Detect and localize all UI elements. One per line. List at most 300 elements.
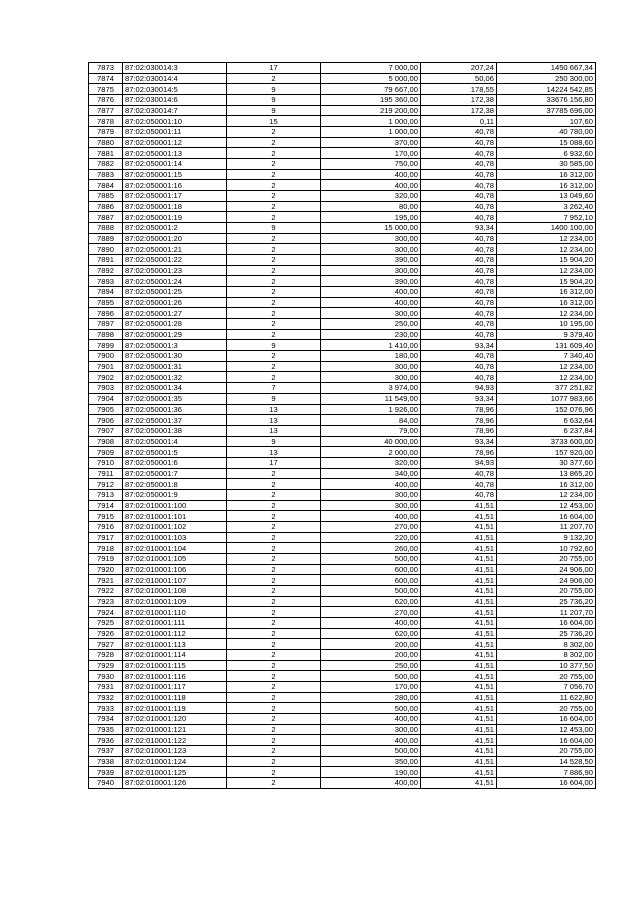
category-code-cell: 2 [227,233,321,244]
cadastral-number-cell: 87:02:050001:12 [123,137,227,148]
table-row [89,575,596,586]
cadastral-value-cell: 8 302,00 [497,639,596,650]
unit-value-cell: 40,78 [421,127,497,138]
row-number-cell: 7883 [89,169,123,180]
unit-value-cell: 40,78 [421,159,497,170]
cadastral-value-cell: 16 312,00 [497,169,596,180]
cadastral-value-cell: 12 234,00 [497,361,596,372]
area-cell: 400,00 [321,180,421,191]
row-number-cell: 7889 [89,233,123,244]
category-code-cell: 2 [227,660,321,671]
row-number-cell: 7877 [89,105,123,116]
cadastral-number-cell: 87:02:050001:6 [123,457,227,468]
area-cell: 750,00 [321,159,421,170]
area-cell: 300,00 [321,372,421,383]
row-number-cell: 7893 [89,276,123,287]
row-number-cell: 7902 [89,372,123,383]
cadastral-value-cell: 9 379,40 [497,329,596,340]
category-code-cell: 2 [227,479,321,490]
area-cell: 500,00 [321,746,421,757]
cadastral-value-cell: 6 237,84 [497,425,596,436]
cadastral-number-cell: 87:02:050001:30 [123,351,227,362]
cadastral-number-cell: 87:02:010001:108 [123,585,227,596]
category-code-cell: 2 [227,500,321,511]
area-cell: 230,00 [321,329,421,340]
area-cell: 400,00 [321,617,421,628]
category-code-cell: 9 [227,105,321,116]
row-number-cell: 7892 [89,265,123,276]
cadastral-number-cell: 87:02:050001:24 [123,276,227,287]
cadastral-number-cell: 87:02:010001:109 [123,596,227,607]
table-row [89,191,596,202]
unit-value-cell: 40,78 [421,201,497,212]
cadastral-value-cell: 1450 667,34 [497,63,596,74]
cadastral-value-cell: 131 609,40 [497,340,596,351]
category-code-cell: 13 [227,404,321,415]
table-row [89,713,596,724]
unit-value-cell: 41,51 [421,778,497,789]
cadastral-number-cell: 87:02:050001:9 [123,489,227,500]
category-code-cell: 2 [227,724,321,735]
category-code-cell: 2 [227,319,321,330]
cadastral-number-cell: 87:02:010001:105 [123,553,227,564]
cadastral-value-cell: 20 755,00 [497,671,596,682]
row-number-cell: 7925 [89,617,123,628]
row-number-cell: 7936 [89,735,123,746]
area-cell: 300,00 [321,244,421,255]
cadastral-number-cell: 87:02:050001:16 [123,180,227,191]
category-code-cell: 2 [227,585,321,596]
table-row [89,468,596,479]
category-code-cell: 2 [227,649,321,660]
table-row [89,489,596,500]
cadastral-number-cell: 87:02:050001:11 [123,127,227,138]
table-row [89,223,596,234]
category-code-cell: 2 [227,180,321,191]
cadastral-value-cell: 40 780,00 [497,127,596,138]
row-number-cell: 7905 [89,404,123,415]
unit-value-cell: 40,78 [421,244,497,255]
category-code-cell: 2 [227,265,321,276]
area-cell: 170,00 [321,148,421,159]
cadastral-value-cell: 25 736,20 [497,596,596,607]
table-row [89,148,596,159]
cadastral-value-cell: 30 585,00 [497,159,596,170]
category-code-cell: 2 [227,713,321,724]
cadastral-number-cell: 87:02:010001:120 [123,713,227,724]
category-code-cell: 2 [227,596,321,607]
unit-value-cell: 40,78 [421,191,497,202]
category-code-cell: 2 [227,159,321,170]
cadastral-number-cell: 87:02:050001:4 [123,436,227,447]
table-row [89,767,596,778]
cadastral-number-cell: 87:02:050001:26 [123,297,227,308]
row-number-cell: 7940 [89,778,123,789]
area-cell: 270,00 [321,521,421,532]
cadastral-value-cell: 16 604,00 [497,713,596,724]
area-cell: 400,00 [321,169,421,180]
row-number-cell: 7874 [89,73,123,84]
cadastral-value-cell: 7 886,90 [497,767,596,778]
area-cell: 400,00 [321,287,421,298]
cadastral-number-cell: 87:02:030014:6 [123,95,227,106]
row-number-cell: 7933 [89,703,123,714]
cadastral-value-cell: 20 755,00 [497,703,596,714]
cadastral-value-cell: 30 377,60 [497,457,596,468]
cadastral-number-cell: 87:02:050001:25 [123,287,227,298]
table-row [89,596,596,607]
area-cell: 250,00 [321,319,421,330]
cadastral-number-cell: 87:02:050001:23 [123,265,227,276]
table-row [89,372,596,383]
cadastral-number-cell: 87:02:010001:115 [123,660,227,671]
cadastral-value-cell: 7 340,40 [497,351,596,362]
area-cell: 370,00 [321,137,421,148]
cadastral-value-cell: 16 604,00 [497,511,596,522]
row-number-cell: 7932 [89,692,123,703]
cadastral-value-cell: 377 251,82 [497,383,596,394]
row-number-cell: 7913 [89,489,123,500]
area-cell: 300,00 [321,265,421,276]
area-cell: 15 000,00 [321,223,421,234]
unit-value-cell: 40,78 [421,180,497,191]
category-code-cell: 2 [227,521,321,532]
cadastral-number-cell: 87:02:010001:102 [123,521,227,532]
row-number-cell: 7881 [89,148,123,159]
area-cell: 270,00 [321,607,421,618]
table-row [89,159,596,170]
cadastral-number-cell: 87:02:010001:112 [123,628,227,639]
category-code-cell: 2 [227,767,321,778]
category-code-cell: 2 [227,543,321,554]
cadastral-value-cell: 24 906,00 [497,575,596,586]
table-row [89,329,596,340]
unit-value-cell: 40,78 [421,255,497,266]
area-cell: 400,00 [321,511,421,522]
category-code-cell: 2 [227,148,321,159]
category-code-cell: 15 [227,116,321,127]
area-cell: 79 667,00 [321,84,421,95]
unit-value-cell: 40,78 [421,137,497,148]
row-number-cell: 7894 [89,287,123,298]
area-cell: 84,00 [321,415,421,426]
category-code-cell: 9 [227,393,321,404]
row-number-cell: 7880 [89,137,123,148]
unit-value-cell: 41,51 [421,735,497,746]
area-cell: 7 000,00 [321,63,421,74]
category-code-cell: 13 [227,415,321,426]
area-cell: 1 926,00 [321,404,421,415]
cadastral-value-cell: 10 792,60 [497,543,596,554]
cadastral-number-cell: 87:02:010001:126 [123,778,227,789]
unit-value-cell: 41,51 [421,521,497,532]
row-number-cell: 7919 [89,553,123,564]
area-cell: 1 000,00 [321,116,421,127]
row-number-cell: 7937 [89,746,123,757]
table-row [89,415,596,426]
row-number-cell: 7926 [89,628,123,639]
table-row [89,276,596,287]
category-code-cell: 2 [227,329,321,340]
cadastral-value-cell: 7 952,10 [497,212,596,223]
category-code-cell: 2 [227,575,321,586]
category-code-cell: 7 [227,383,321,394]
category-code-cell: 2 [227,489,321,500]
table-row [89,639,596,650]
cadastral-value-cell: 3733 600,00 [497,436,596,447]
unit-value-cell: 93,34 [421,436,497,447]
category-code-cell: 2 [227,703,321,714]
unit-value-cell: 40,78 [421,361,497,372]
table-row [89,703,596,714]
row-number-cell: 7923 [89,596,123,607]
row-number-cell: 7930 [89,671,123,682]
area-cell: 180,00 [321,351,421,362]
unit-value-cell: 0,11 [421,116,497,127]
cadastral-number-cell: 87:02:050001:17 [123,191,227,202]
cadastral-value-cell: 16 604,00 [497,617,596,628]
table-row [89,383,596,394]
row-number-cell: 7918 [89,543,123,554]
cadastral-number-cell: 87:02:030014:3 [123,63,227,74]
row-number-cell: 7911 [89,468,123,479]
category-code-cell: 2 [227,617,321,628]
table-row [89,649,596,660]
table-row [89,297,596,308]
table-row [89,404,596,415]
unit-value-cell: 40,78 [421,319,497,330]
category-code-cell: 2 [227,308,321,319]
table-row [89,393,596,404]
area-cell: 260,00 [321,543,421,554]
cadastral-value-cell: 6 932,60 [497,148,596,159]
category-code-cell: 2 [227,287,321,298]
cadastral-value-cell: 12 234,00 [497,265,596,276]
cadastral-value-cell: 14224 542,85 [497,84,596,95]
cadastral-value-cell: 9 132,20 [497,532,596,543]
row-number-cell: 7906 [89,415,123,426]
area-cell: 300,00 [321,361,421,372]
cadastral-number-cell: 87:02:050001:36 [123,404,227,415]
cadastral-value-cell: 25 736,20 [497,628,596,639]
cadastral-value-cell: 3 262,40 [497,201,596,212]
category-code-cell: 2 [227,297,321,308]
cadastral-value-cell: 11 207,70 [497,521,596,532]
cadastral-number-cell: 87:02:050001:37 [123,415,227,426]
area-cell: 280,00 [321,692,421,703]
cadastral-number-cell: 87:02:050001:29 [123,329,227,340]
row-number-cell: 7882 [89,159,123,170]
table-row [89,244,596,255]
table-row [89,746,596,757]
area-cell: 1 410,00 [321,340,421,351]
category-code-cell: 9 [227,95,321,106]
category-code-cell: 2 [227,468,321,479]
area-cell: 300,00 [321,233,421,244]
category-code-cell: 2 [227,639,321,650]
row-number-cell: 7876 [89,95,123,106]
row-number-cell: 7891 [89,255,123,266]
table-row [89,447,596,458]
cadastral-value-cell: 16 312,00 [497,297,596,308]
row-number-cell: 7909 [89,447,123,458]
cadastral-value-cell: 250 300,00 [497,73,596,84]
row-number-cell: 7895 [89,297,123,308]
cadastral-number-cell: 87:02:050001:8 [123,479,227,490]
area-cell: 390,00 [321,255,421,266]
table-row [89,233,596,244]
row-number-cell: 7879 [89,127,123,138]
unit-value-cell: 41,51 [421,575,497,586]
row-number-cell: 7935 [89,724,123,735]
unit-value-cell: 41,51 [421,553,497,564]
cadastral-value-cell: 1077 983,66 [497,393,596,404]
category-code-cell: 2 [227,73,321,84]
table-body [89,63,596,789]
cadastral-number-cell: 87:02:050001:28 [123,319,227,330]
cadastral-number-cell: 87:02:030014:5 [123,84,227,95]
table-row [89,116,596,127]
category-code-cell: 9 [227,436,321,447]
area-cell: 300,00 [321,489,421,500]
cadastral-value-cell: 24 906,00 [497,564,596,575]
table-row [89,660,596,671]
cadastral-number-cell: 87:02:050001:27 [123,308,227,319]
cadastral-value-cell: 15 088,60 [497,137,596,148]
unit-value-cell: 41,51 [421,596,497,607]
category-code-cell: 17 [227,457,321,468]
unit-value-cell: 93,34 [421,340,497,351]
cadastral-number-cell: 87:02:010001:100 [123,500,227,511]
cadastral-number-cell: 87:02:010001:124 [123,756,227,767]
row-number-cell: 7896 [89,308,123,319]
cadastral-number-cell: 87:02:010001:125 [123,767,227,778]
table-row [89,425,596,436]
unit-value-cell: 41,51 [421,692,497,703]
category-code-cell: 2 [227,351,321,362]
cadastral-value-cell: 20 755,00 [497,553,596,564]
row-number-cell: 7928 [89,649,123,660]
cadastral-number-cell: 87:02:050001:2 [123,223,227,234]
category-code-cell: 2 [227,255,321,266]
cadastral-value-cell: 157 920,00 [497,447,596,458]
row-number-cell: 7887 [89,212,123,223]
unit-value-cell: 78,96 [421,447,497,458]
category-code-cell: 9 [227,84,321,95]
table-row [89,340,596,351]
cadastral-value-cell: 14 528,50 [497,756,596,767]
category-code-cell: 2 [227,137,321,148]
area-cell: 400,00 [321,713,421,724]
table-row [89,532,596,543]
cadastral-number-cell: 87:02:050001:31 [123,361,227,372]
cadastral-value-cell: 12 234,00 [497,233,596,244]
area-cell: 170,00 [321,681,421,692]
cadastral-number-cell: 87:02:050001:13 [123,148,227,159]
area-cell: 195,00 [321,212,421,223]
unit-value-cell: 40,78 [421,308,497,319]
row-number-cell: 7912 [89,479,123,490]
row-number-cell: 7931 [89,681,123,692]
unit-value-cell: 41,51 [421,564,497,575]
cadastral-value-cell: 152 076,96 [497,404,596,415]
cadastral-number-cell: 87:02:010001:121 [123,724,227,735]
unit-value-cell: 41,51 [421,511,497,522]
area-cell: 79,00 [321,425,421,436]
row-number-cell: 7934 [89,713,123,724]
cadastral-value-cell: 6 632,64 [497,415,596,426]
unit-value-cell: 41,51 [421,628,497,639]
row-number-cell: 7890 [89,244,123,255]
unit-value-cell: 40,78 [421,276,497,287]
unit-value-cell: 40,78 [421,233,497,244]
area-cell: 620,00 [321,596,421,607]
area-cell: 219 200,00 [321,105,421,116]
category-code-cell: 2 [227,628,321,639]
cadastral-number-cell: 87:02:010001:113 [123,639,227,650]
row-number-cell: 7924 [89,607,123,618]
cadastral-number-cell: 87:02:010001:107 [123,575,227,586]
cadastral-number-cell: 87:02:010001:114 [123,649,227,660]
table-row [89,585,596,596]
row-number-cell: 7884 [89,180,123,191]
cadastral-number-cell: 87:02:050001:20 [123,233,227,244]
area-cell: 500,00 [321,585,421,596]
cadastral-value-cell: 13 049,60 [497,191,596,202]
cadastral-value-cell: 7 056,70 [497,681,596,692]
unit-value-cell: 41,51 [421,746,497,757]
unit-value-cell: 40,78 [421,351,497,362]
cadastral-value-cell: 12 234,00 [497,372,596,383]
table-row [89,180,596,191]
area-cell: 220,00 [321,532,421,543]
table-row [89,735,596,746]
table-row [89,756,596,767]
table-row [89,671,596,682]
table-row [89,63,596,74]
area-cell: 600,00 [321,575,421,586]
area-cell: 320,00 [321,191,421,202]
row-number-cell: 7915 [89,511,123,522]
cadastral-number-cell: 87:02:030014:7 [123,105,227,116]
unit-value-cell: 40,78 [421,329,497,340]
category-code-cell: 2 [227,127,321,138]
category-code-cell: 13 [227,425,321,436]
cadastral-value-cell: 12 234,00 [497,244,596,255]
cadastral-value-cell: 11 622,80 [497,692,596,703]
cadastral-number-cell: 87:02:030014:4 [123,73,227,84]
unit-value-cell: 41,51 [421,543,497,554]
cadastral-number-cell: 87:02:010001:103 [123,532,227,543]
cadastral-value-cell: 107,60 [497,116,596,127]
area-cell: 300,00 [321,500,421,511]
table-row [89,607,596,618]
category-code-cell: 2 [227,746,321,757]
area-cell: 500,00 [321,553,421,564]
category-code-cell: 2 [227,735,321,746]
category-code-cell: 2 [227,372,321,383]
unit-value-cell: 41,51 [421,703,497,714]
unit-value-cell: 40,78 [421,489,497,500]
area-cell: 340,00 [321,468,421,479]
cadastral-number-cell: 87:02:010001:122 [123,735,227,746]
cadastral-value-cell: 12 453,00 [497,500,596,511]
row-number-cell: 7916 [89,521,123,532]
table-row [89,778,596,789]
table-row [89,201,596,212]
cadastral-number-cell: 87:02:050001:34 [123,383,227,394]
category-code-cell: 2 [227,564,321,575]
